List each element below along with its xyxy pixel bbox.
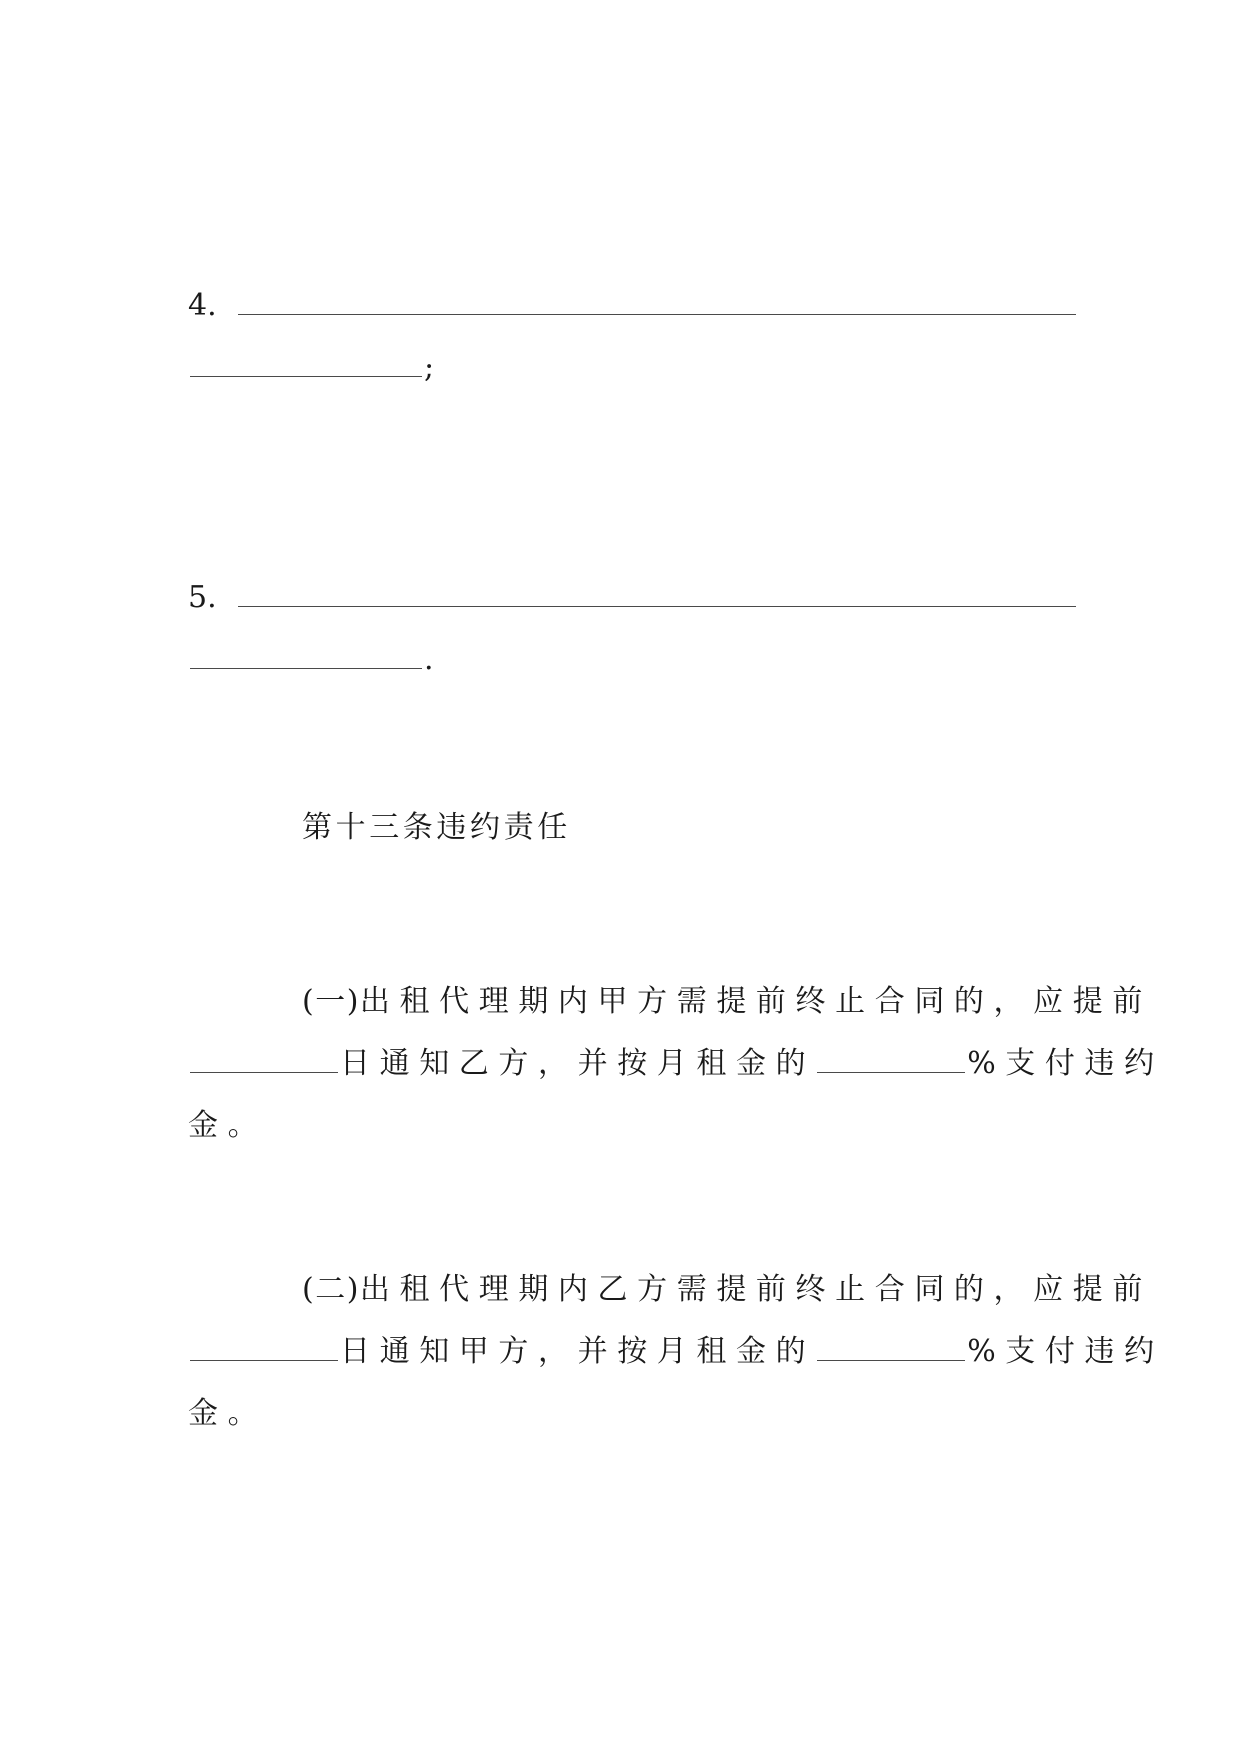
- clause-1-line-1: [302, 982, 1152, 1022]
- clause-label: (二): [302, 1272, 360, 1307]
- clause-text: 金。: [188, 1108, 268, 1143]
- clause-text: 出租代理期内乙方需提前终止合同的，应提前: [359, 1272, 1152, 1307]
- percentage-blank[interactable]: [817, 1334, 965, 1361]
- clause-text: 出租代理期内甲方需提前终止合同的，应提前: [359, 984, 1152, 1019]
- clause-1-line-2: [188, 1044, 1164, 1084]
- item-5-line-2: [188, 640, 434, 680]
- item-end-punct: ;: [424, 350, 435, 385]
- clause-text: %支付违约: [967, 1046, 1164, 1081]
- item-number: 5.: [188, 580, 217, 615]
- item-4-line-2: [188, 348, 434, 388]
- clause-text: 金。: [188, 1396, 268, 1431]
- clause-2-line-1: [302, 1270, 1152, 1310]
- percentage-blank[interactable]: [817, 1046, 965, 1073]
- clause-1-line-3: [188, 1106, 267, 1146]
- item-5-line-1: [188, 578, 1078, 618]
- article-heading: 第十三条违约责任: [302, 810, 571, 845]
- fill-in-blank[interactable]: [190, 642, 422, 669]
- fill-in-blank[interactable]: [238, 580, 1076, 607]
- item-number: 4.: [188, 288, 217, 323]
- item-4-line-1: [188, 286, 1078, 326]
- clause-text: 日通知乙方，并按月租金的: [340, 1046, 816, 1081]
- clause-text: %支付违约: [967, 1334, 1164, 1369]
- clause-2-line-2: [188, 1332, 1164, 1372]
- clause-label: (一): [302, 984, 360, 1019]
- notice-days-blank[interactable]: [190, 1334, 338, 1361]
- fill-in-blank[interactable]: [238, 288, 1076, 315]
- clause-text: 日通知甲方，并按月租金的: [340, 1334, 816, 1369]
- clause-2-line-3: [188, 1394, 267, 1434]
- fill-in-blank[interactable]: [190, 350, 422, 377]
- notice-days-blank[interactable]: [190, 1046, 338, 1073]
- item-end-punct: .: [424, 642, 434, 677]
